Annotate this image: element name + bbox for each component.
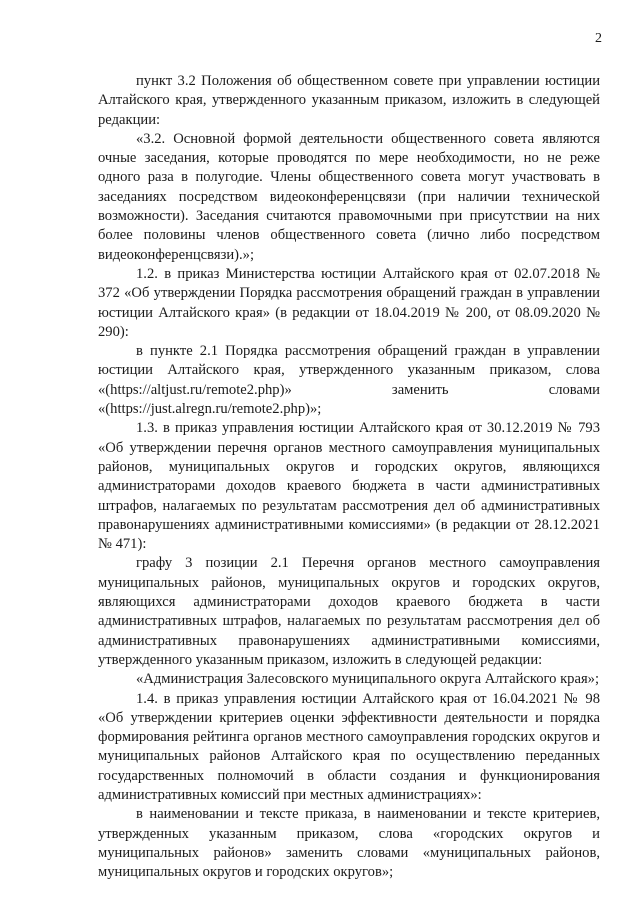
page-number: 2 bbox=[595, 31, 602, 46]
paragraph-item-1-2: 1.2. в приказ Министерства юстиции Алтайского края от 02.07.2018 № 372 «Об утверждении Порядка рассмотрения обращений граждан в управлении юстиции Алтайского края» (в редакции от 18.04.2019 № 200, от 08.09.2020 № 290): bbox=[98, 265, 600, 340]
paragraph-item-1-4-change: в наименовании и тексте приказа, в наименовании и тексте критериев, утвержденных указанным приказом, слова «городских округов и муниципальных районов» заменить словами «муниципальных районов, муниципальных округов и городских округов»; bbox=[98, 806, 600, 881]
paragraph-item-1-3-column: графу 3 позиции 2.1 Перечня органов местного самоуправления муниципальных районов, муниципальных округов и городских округов, являющихся администраторами доходов краевого бюджета в части административных штрафов, налагаемых по результатам рассмотрения дел об административных правонарушениях административными комиссиями, утвержденного указанным приказом, изложить в следующей редакции: bbox=[98, 555, 600, 668]
document-body bbox=[98, 72, 600, 882]
paragraph-item-1-3: 1.3. в приказ управления юстиции Алтайского края от 30.12.2019 № 793 «Об утверждении перечня органов местного самоуправления муниципальных районов, муниципальных округов и городских округов, являющихся администраторами доходов краевого бюджета в части административных штрафов, налагаемых по результатам рассмотрения дел об административных правонарушениях административными комиссиями» (в редакции от 28.12.2021 № 471): bbox=[98, 420, 600, 553]
paragraph-item-1-4: 1.4. в приказ управления юстиции Алтайского края от 16.04.2021 № 98 «Об утверждении критериев оценки эффективности деятельности и порядка формирования рейтинга органов местного самоуправления городских округов и муниципальных районов Алтайского края по осуществлению переданных государственных полномочий в области создания и функционирования административных комиссий при местных администрациях»: bbox=[98, 690, 600, 803]
paragraph-item-1-2-change: в пункте 2.1 Порядка рассмотрения обращений граждан в управлении юстиции Алтайского края, утвержденного указанным приказом, слова «(https://altjust.ru/remote2.php)» заменить словами «(https://just.alregn.ru/remote2.php)»; bbox=[98, 343, 600, 418]
paragraph-point-3-2-text: «3.2. Основной формой деятельности общественного совета являются очные заседания, которые проводятся по мере необходимости, но не реже одного раза в полугодие. Члены общественного совета могут участвовать в заседаниях посредством видеоконференцсвязи (при наличии технической возможности). Заседания считаются правомочными при присутствии на них более половины членов общественного совета (лично либо посредством видеоконференцсвязи).»; bbox=[98, 130, 600, 263]
paragraph-point-3-2-intro: пункт 3.2 Положения об общественном совете при управлении юстиции Алтайского края, утвержденного указанным приказом, изложить в следующей редакции: bbox=[98, 73, 600, 128]
paragraph-item-1-3-text: «Администрация Залесовского муниципального округа Алтайского края»; bbox=[136, 671, 600, 688]
